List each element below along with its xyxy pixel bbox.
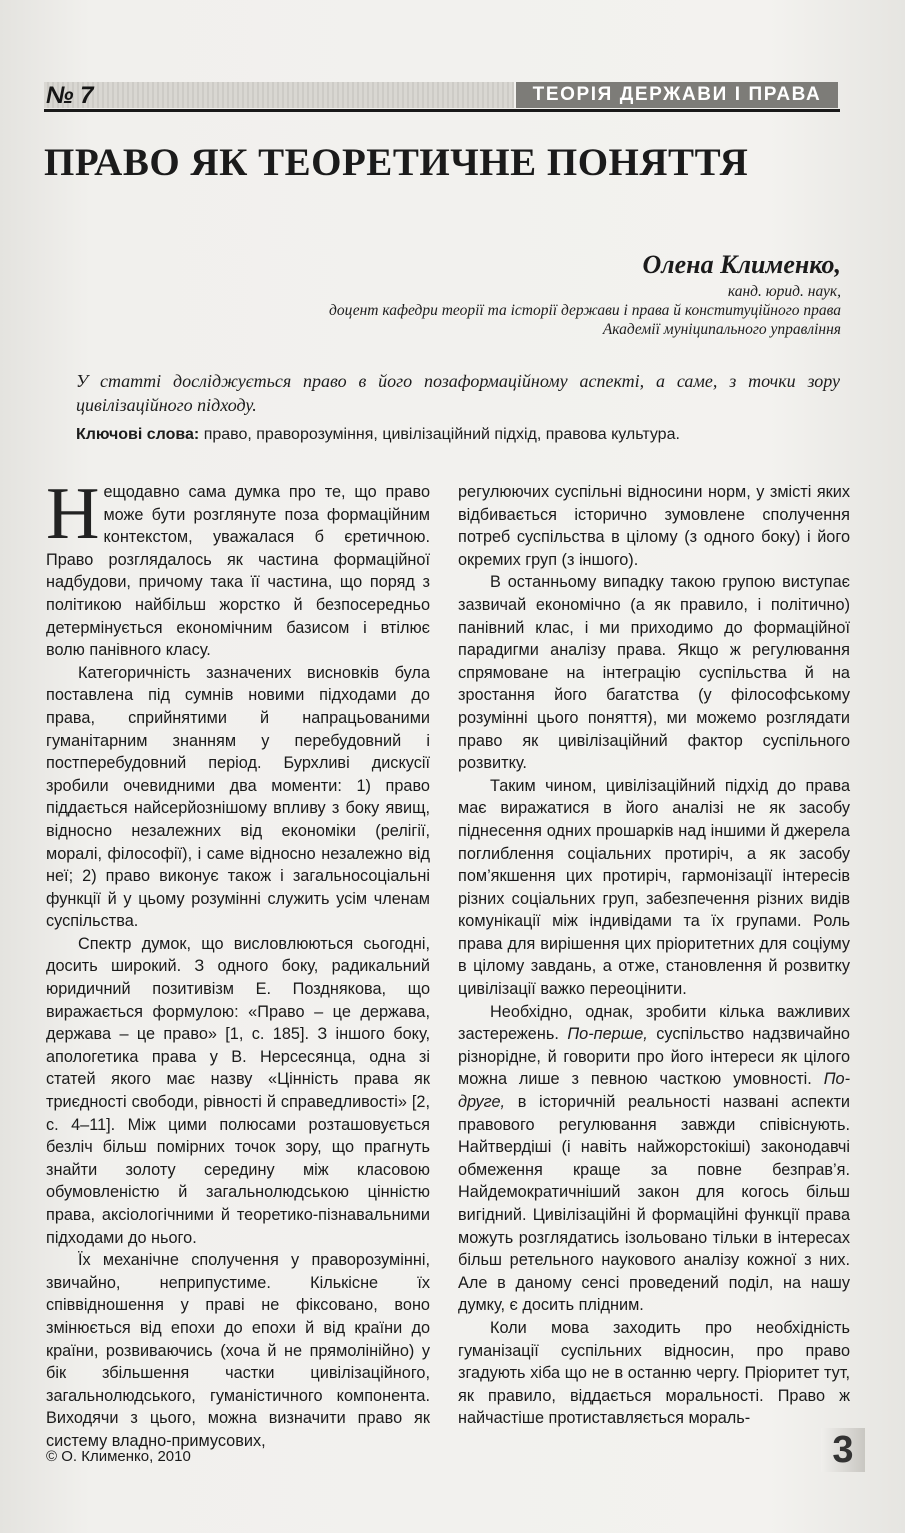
- paragraph: Категоричність зазначених висновків була поставлена під сумнів новими підходами до права, сприйнятими й напрацьованими гуманітарним знанням у перебудовний і постперебудовний період. Бурхливі дискусії зробили очевидними два моменти: 1) право піддається найсерйознішому впливу з боку явищ, відносно незалежних від економіки (релігії, моралі, філософії), і саме відносно незалежно від неї; 2) право виконує також і загальносоціальні функції й у цьому розумінні служить усім членам суспільства.: [46, 663, 430, 931]
- drop-cap: Н: [46, 473, 100, 555]
- abstract: У статті досліджується право в його позаформаційному аспекті, а саме, з точки зору цивілізаційного підходу.: [76, 371, 840, 415]
- paragraph: В останньому випадку такою групою виступає зазвичай економічно (а як правило, і політично) панівний клас, і ми приходимо до формаційної парадигми аналізу права. Якщо ж регулювання спрямоване на інтеграцію суспільства й на зростання його багатства (у філософському розумінні цього поняття), ми можемо розглядати право як цивілізаційний фактор суспільного розвитку.: [458, 573, 850, 773]
- issue-number: № 7: [46, 82, 94, 109]
- header-rule: [44, 109, 840, 112]
- author-institution: Академії муніципального управління: [602, 321, 841, 338]
- author-position: доцент кафедри теорії та історії держави і права й конституційного права: [329, 302, 841, 319]
- header-band: [44, 82, 514, 108]
- page-number: 3: [821, 1428, 865, 1472]
- author-degree: канд. юрид. наук,: [727, 283, 841, 300]
- emphasis: По-перше,: [567, 1025, 648, 1044]
- section-label: ТЕОРІЯ ДЕРЖАВИ І ПРАВА: [516, 82, 838, 108]
- paragraph-text: ещодавно сама думка про те, що право може бути розглянуте поза формаційним контекстом, уважалася б єретичною. Право розглядалось як частина формаційної надбудови, причому така її частина, що поряд з політикою найбільш жорстко й безпосередньо детермінується економічним базисом і втілює волю панівного класу.: [46, 483, 430, 660]
- keywords-label: Ключові слова:: [76, 426, 200, 443]
- paragraph: Їх механічне сполучення у праворозумінні, звичайно, неприпустиме. Кількісне їх співвідношення у праві не фіксовано, воно змінюється від епохи до епохи й від країни до країни, розвиваючись (хоча й не прямолінійно) у бік збільшення частки цивілізаційного, загальнолюдського, гуманістичного компонента. Виходячи з цього, можна визначити право як систему владно-примусових,: [46, 1251, 430, 1450]
- paragraph: [458, 1001, 850, 1317]
- author-name: Олена Клименко,: [642, 250, 841, 279]
- copyright-notice: © О. Клименко, 2010: [46, 1448, 191, 1465]
- emphasis: По-друге,: [458, 1070, 850, 1112]
- paragraph-text: Необхідно, однак, зробити кілька важливих застережень.: [458, 1002, 850, 1044]
- keywords-text: право, праворозуміння, цивілізаційний підхід, правова культура.: [199, 426, 680, 443]
- right-column: [458, 481, 850, 1430]
- paragraph-text: суспільство надзвичайно різнорідне, й говорити про його інтереси як цілого можна лише з певною часткою умовності.: [458, 1025, 850, 1089]
- article-title: ПРАВО ЯК ТЕОРЕТИЧНЕ ПОНЯТТЯ: [44, 141, 749, 184]
- paragraph-text: в історичній реальності названі аспекти правового регулювання завжди співіснують. Найтвердіші (і навіть найжорстокіші) законодавчі обмеження краще за повне безправ’я. Найдемократичніший закон для когось більш вигідний. Цивілізаційні й формаційні функції права можуть розглядатись ізольовано тільки в інтересах більш ретельного наукового аналізу кожної з них. Але в даному сенсі проведений поділ, на нашу думку, є досить плідним.: [458, 1093, 850, 1315]
- paragraph: регулюючих суспільні відносини норм, у змісті яких відбивається історично зумовлене сполучення потреб суспільства в цілому (з одного боку) і його окремих груп (з іншого).: [458, 483, 850, 569]
- paragraph: Спектр думок, що висловлюються сьогодні, досить широкий. З одного боку, радикальний юридичний позитивізм Е. Позднякова, що виражається формулою: «Право – це держава, держава – це право» [1, с. 185]. З іншого боку, апологетика права у В. Нерсесянца, одна зі статей якого має назву «Цінність права як триєдності свободи, рівності й справедливості» [2, с. 4–11]. Між цими полюсами розташовується безліч більш помірних точок зору, що прагнуть знайти золоту середину між класовою обумовленістю й загальнолюдською цінністю права, аксіологічними й теоретико-пізнавальними підходами до нього.: [46, 934, 430, 1247]
- paragraph: [46, 473, 430, 662]
- paragraph: Таким чином, цивілізаційний підхід до права має виражатися в його аналізі не як засобу піднесення одних прошарків над іншими й джерела поглиблення соціальних протиріч, а як засобу пом’якшення цих протиріч, гармонізації інтересів різних соціальних груп, забезпечення різних видів комунікації між індивідами та їх групами. Роль права для вирішення цих пріоритетних для соціуму в цілому завдань, а отже, становлення й розвитку цивілізації важко переоцінити.: [458, 776, 850, 999]
- keywords: [76, 424, 840, 446]
- left-column: [46, 473, 430, 1453]
- paragraph: Коли мова заходить про необхідність гуманізації суспільних відносин, про право згадують хіба що не в останню чергу. Пріоритет тут, як правило, віддається моральності. Право ж найчастіше протиставляється мораль-: [458, 1318, 850, 1428]
